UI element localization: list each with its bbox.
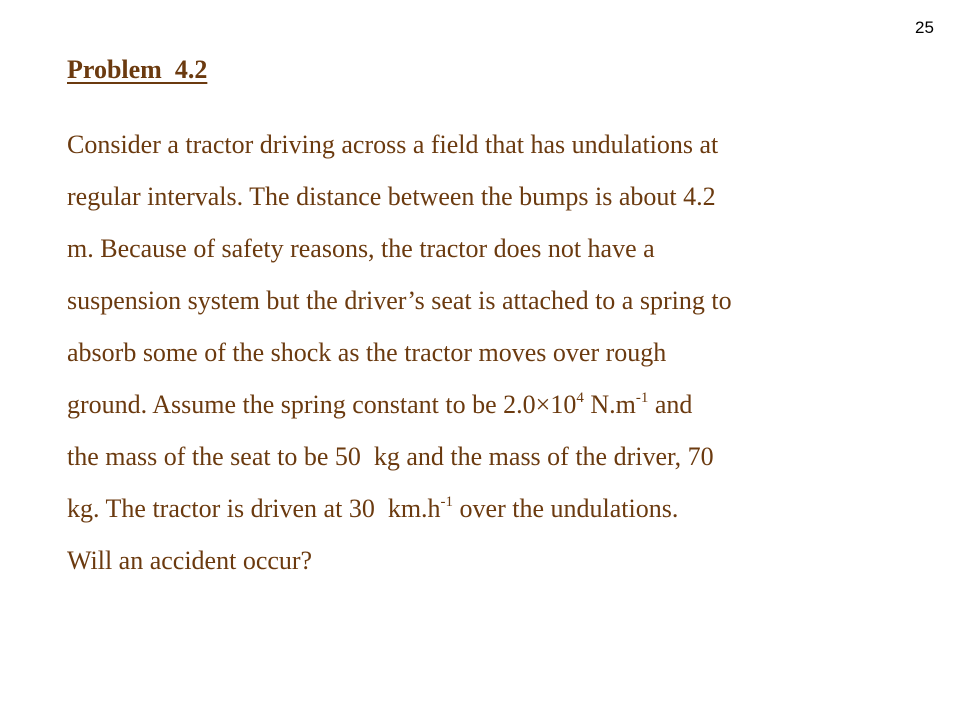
text-line-4: suspension system but the driver’s seat is attached to a spring to bbox=[67, 286, 732, 315]
text-line-7: the mass of the seat to be 50 kg and the mass of the driver, 70 bbox=[67, 442, 714, 471]
text-line-2: regular intervals. The distance between the bumps is about 4.2 bbox=[67, 182, 716, 211]
text-line-6-end: and bbox=[648, 390, 693, 419]
unit-superscript: -1 bbox=[635, 390, 649, 406]
problem-statement bbox=[67, 128, 937, 596]
text-line-5: absorb some of the shock as the tractor moves over rough bbox=[67, 338, 667, 367]
exponent-superscript: 4 bbox=[576, 390, 584, 406]
page-number: 25 bbox=[915, 18, 934, 37]
text-line-8-part-a: kg. The tractor is driven at 30 km.h bbox=[67, 494, 441, 523]
problem-title: Problem 4.2 bbox=[67, 55, 208, 84]
text-line-3: m. Because of safety reasons, the tractor does not have a bbox=[67, 234, 655, 263]
text-line-8-end: over the undulations. bbox=[453, 494, 679, 523]
text-line-6 bbox=[67, 388, 937, 440]
text-line-9: Will an accident occur? bbox=[67, 546, 313, 575]
text-line-6-part-a: ground. Assume the spring constant to be 2.0×10 bbox=[67, 390, 577, 419]
text-line-1: Consider a tractor driving across a field that has undulations at bbox=[67, 130, 719, 159]
text-line-6-unit: N.m bbox=[583, 390, 636, 419]
speed-unit-superscript: -1 bbox=[440, 494, 454, 510]
text-line-8 bbox=[67, 492, 937, 544]
